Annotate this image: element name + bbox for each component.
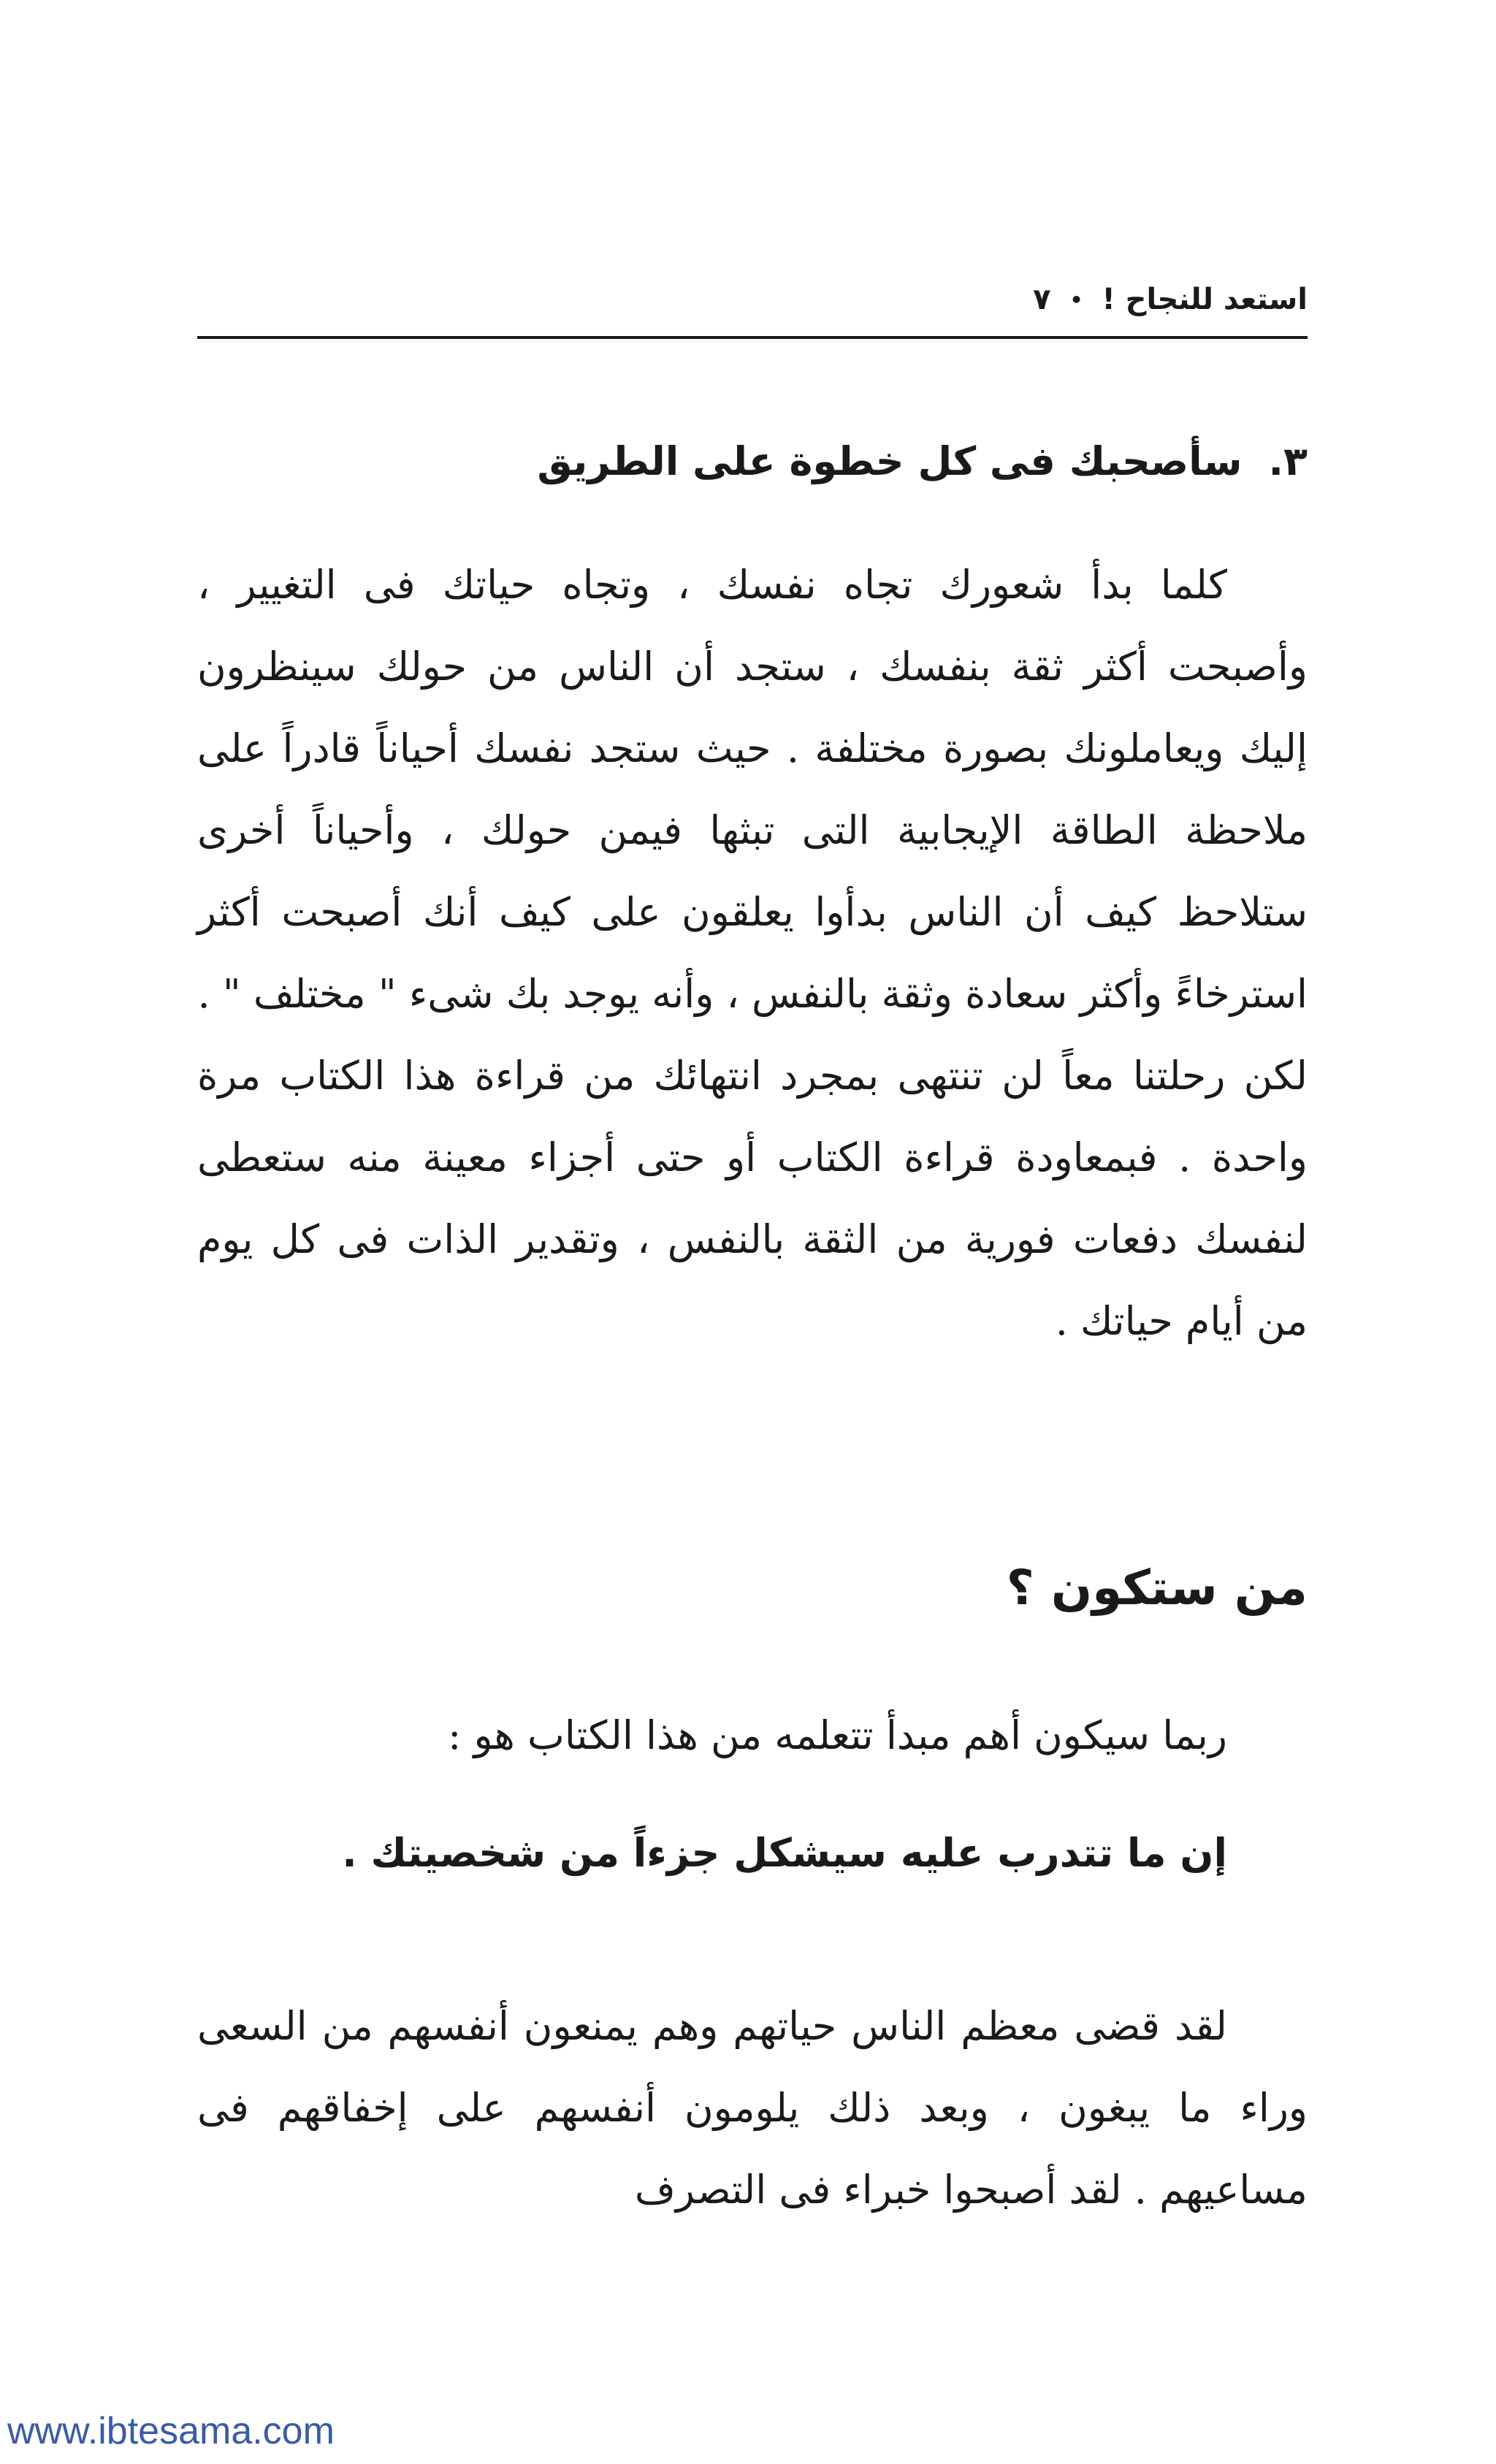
paragraph	[197, 1986, 1308, 2231]
bullet-separator: •	[1069, 287, 1083, 312]
intro-text: ربما سيكون أهم مبدأ تتعلمه من هذا الكتاب هو :	[448, 1712, 1227, 1758]
section-heading	[197, 438, 1308, 484]
section-number: ٣.	[1268, 438, 1308, 484]
paragraph	[197, 544, 1308, 1035]
section-heading	[197, 1560, 1308, 1616]
site-watermark: www.ibtesama.com	[7, 2410, 335, 2452]
page-number: ٧	[1033, 283, 1051, 316]
section-title: سأصحبك فى كل خطوة على الطريق	[537, 438, 1243, 484]
section-body	[197, 1986, 1308, 2231]
paragraph-text: لكن رحلتنا معاً لن تنتهى بمجرد انتهائك من قراءة هذا الكتاب مرة واحدة . فبمعاودة قراءة الكتاب أو حتى أجزاء معينة منه ستعطى لنفسك دفعات فورية من الثقة بالنفس ، وتقدير الذات فى كل يوم من أيام حياتك .	[197, 1053, 1308, 1344]
paragraph-text: لقد قضى معظم الناس حياتهم وهم يمنعون أنفسهم من السعى وراء ما يبغون ، وبعد ذلك يلومون أنفسهم على إخفاقهم فى مساعيهم . لقد أصبحوا خبراء فى التصرف	[197, 2003, 1308, 2213]
header-divider	[197, 336, 1308, 339]
section-title: من ستكون ؟	[1006, 1560, 1308, 1616]
paragraph-text: كلما بدأ شعورك تجاه نفسك ، وتجاه حياتك فى التغيير ، وأصبحت أكثر ثقة بنفسك ، ستجد أن الناس من حولك سينظرون إليك ويعاملونك بصورة مختلفة . حيث ستجد نفسك أحياناً قادراً على ملاحظة الطاقة الإيجابية التى تبثها فيمن حولك ، وأحياناً أخرى ستلاحظ كيف أن الناس بدأوا يعلقون على كيف أنك أصبحت أكثر استرخاءً وأكثر سعادة وثقة بالنفس ، وأنه يوجد بك شىء " مختلف " .	[197, 562, 1308, 1017]
section-body	[197, 544, 1308, 1362]
book-title: استعد للنجاح !	[1102, 283, 1308, 316]
key-principle: إن ما تتدرب عليه سيشكل جزءاً من شخصيتك .	[342, 1830, 1227, 1876]
running-header	[197, 270, 1308, 329]
intro-line	[197, 1695, 1308, 1777]
paragraph	[197, 1035, 1308, 1362]
